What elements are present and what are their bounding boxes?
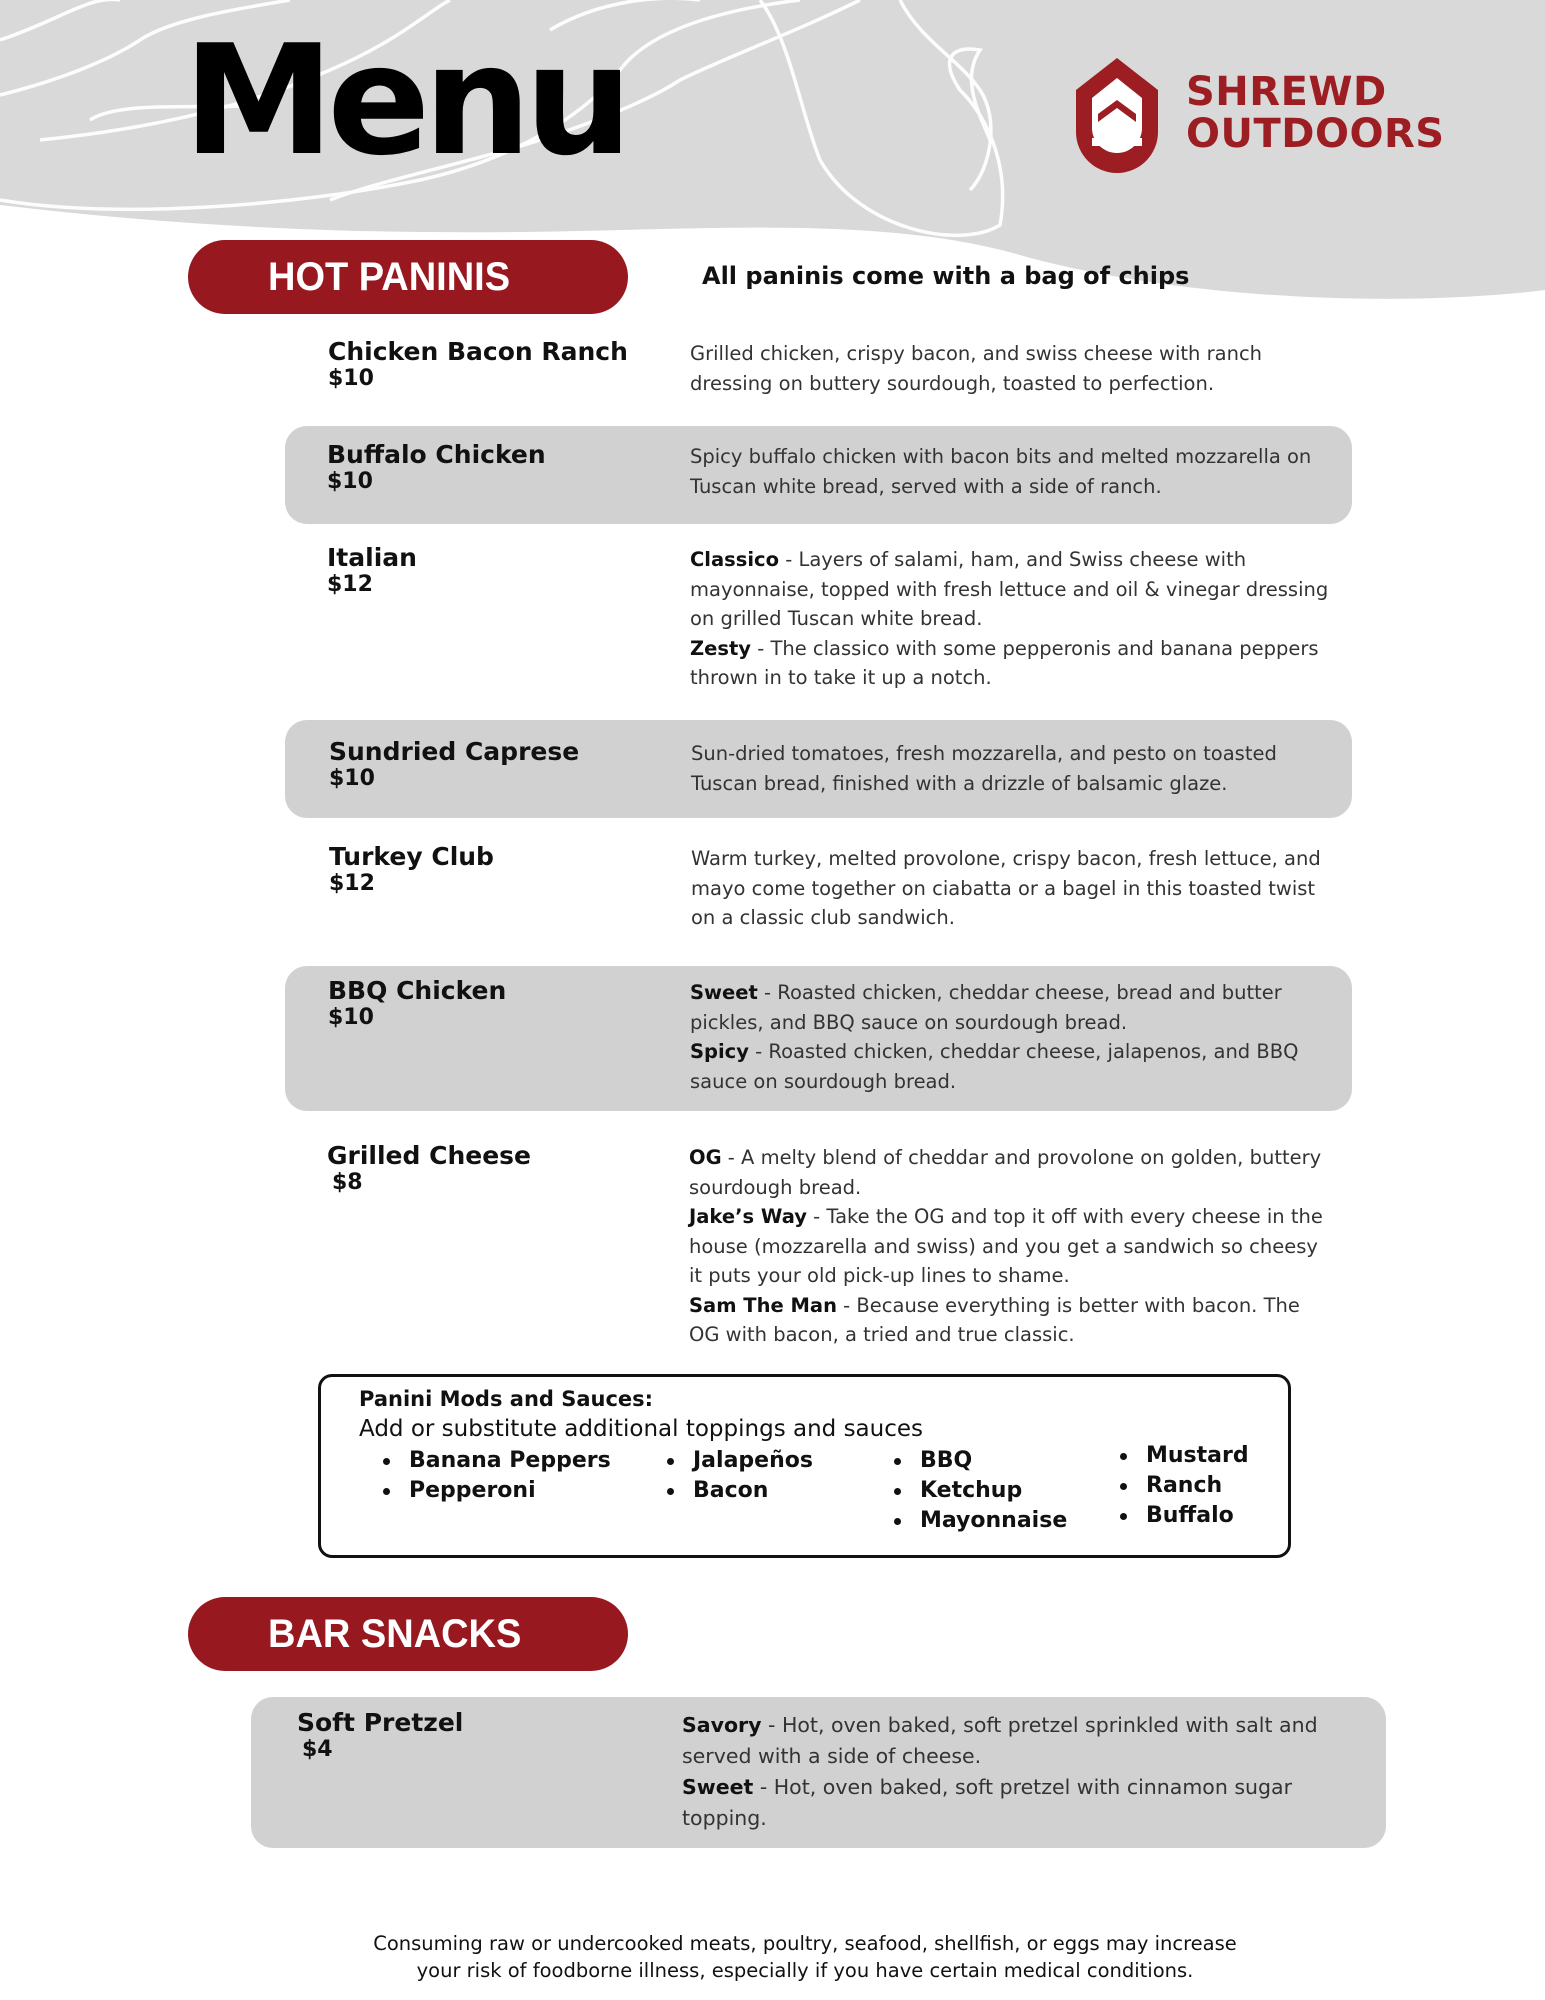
item-price: $10: [328, 366, 374, 391]
variant: [689, 1143, 1334, 1202]
mods-item: Bacon: [665, 1476, 813, 1506]
variant-sep: -: [836, 1293, 857, 1317]
brand-name-line1: SHREWD: [1186, 69, 1387, 115]
variant-sep: -: [779, 548, 799, 571]
mods-item: Ketchup: [892, 1476, 1067, 1506]
shield-icon: [1072, 54, 1162, 180]
variant-sep: -: [806, 1205, 827, 1228]
item-description: [682, 1710, 1352, 1834]
variant-text: Take the OG and top it off with every cheese in the house (mozzarella and swiss) and you get a sandwich so cheesy it puts your old pick-up lines to shame.: [689, 1205, 1323, 1287]
item-name: Buffalo Chicken: [327, 440, 546, 469]
food-safety-disclaimer: [240, 1930, 1370, 1984]
variant-label: Jake’s Way: [689, 1205, 807, 1228]
item-price: $10: [327, 469, 373, 494]
variant-text: Hot, oven baked, soft pretzel with cinnamon sugar topping.: [682, 1775, 1293, 1830]
item-price: $10: [328, 1005, 374, 1030]
disclaimer-line: your risk of foodborne illness, especially if you have certain medical conditions.: [416, 1959, 1194, 1982]
mods-title: Panini Mods and Sauces:: [359, 1387, 654, 1411]
mods-subtitle: Add or substitute additional toppings and sauces: [359, 1416, 924, 1442]
mods-item: Jalapeños: [665, 1446, 813, 1476]
variant-label: Zesty: [690, 636, 752, 660]
item-description: Spicy buffalo chicken with bacon bits and melted mozzarella on Tuscan white bread, served with a side of ranch.: [690, 445, 1312, 498]
variant: [690, 634, 1335, 693]
variant: [682, 1710, 1352, 1772]
mods-item: Mayonnaise: [892, 1506, 1067, 1536]
item-name: Chicken Bacon Ranch: [328, 337, 628, 366]
brand-logo: [1072, 52, 1472, 182]
mods-item: Ranch: [1118, 1471, 1249, 1501]
item-price: $4: [302, 1737, 333, 1762]
section-heading-paninis: [188, 240, 628, 314]
item-name: Soft Pretzel: [297, 1708, 464, 1737]
item-description: Warm turkey, melted provolone, crispy bacon, fresh lettuce, and mayo come together on ciabatta or a bagel in this toasted twist on a classic club sandwich.: [691, 847, 1321, 929]
variant-text: Hot, oven baked, soft pretzel sprinkled with salt and served with a side of cheese.: [682, 1713, 1318, 1768]
variant-text: Roasted chicken, cheddar cheese, jalapenos, and BBQ sauce on sourdough bread.: [690, 1040, 1299, 1093]
variant: [682, 1772, 1352, 1834]
variant-text: A melty blend of cheddar and provolone on golden, buttery sourdough bread.: [689, 1146, 1322, 1199]
mods-column: [665, 1446, 813, 1506]
mods-item: Pepperoni: [381, 1476, 611, 1506]
variant-label: Classico: [690, 548, 780, 571]
variant-text: Roasted chicken, cheddar cheese, bread and butter pickles, and BBQ sauce on sourdough bread.: [690, 981, 1282, 1034]
variant-label: Sam The Man: [689, 1293, 837, 1317]
variant-sep: -: [748, 1040, 769, 1063]
brand-name-line2: OUTDOORS: [1186, 111, 1445, 157]
item-description: Grilled chicken, crispy bacon, and swiss cheese with ranch dressing on buttery sourdough, toasted to perfection.: [690, 342, 1263, 395]
mods-column: [892, 1446, 1067, 1536]
item-price: $12: [327, 572, 373, 597]
mods-item: BBQ: [892, 1446, 1067, 1476]
variant: [690, 545, 1335, 634]
mods-item: Mustard: [1118, 1441, 1249, 1471]
variant: [689, 1202, 1334, 1291]
page-title: Menu: [183, 12, 626, 189]
variant-sep: -: [753, 1775, 774, 1799]
variant: [690, 978, 1335, 1037]
item-price: $12: [329, 871, 375, 896]
mods-panel: [318, 1374, 1291, 1558]
mods-column: [381, 1446, 611, 1506]
mods-item: Buffalo: [1118, 1501, 1249, 1531]
variant: [689, 1291, 1334, 1350]
variant-label: Spicy: [690, 1040, 749, 1063]
variant-sep: -: [757, 981, 778, 1004]
variant-label: Savory: [682, 1713, 762, 1737]
variant-text: Because everything is better with bacon. The OG with bacon, a tried and true classic.: [689, 1293, 1300, 1346]
variant-sep: -: [721, 1146, 742, 1169]
disclaimer-line: Consuming raw or undercooked meats, poultry, seafood, shellfish, or eggs may increase: [373, 1932, 1237, 1955]
item-price: $10: [329, 766, 375, 791]
section-heading-label: HOT PANINIS: [268, 255, 511, 299]
paninis-note: All paninis come with a bag of chips: [702, 262, 1190, 290]
variant-label: OG: [689, 1146, 722, 1169]
variant-label: Sweet: [682, 1775, 754, 1799]
item-name: Italian: [327, 543, 417, 572]
item-price: $8: [332, 1170, 363, 1195]
variant: [690, 1037, 1335, 1096]
variant-text: Layers of salami, ham, and Swiss cheese with mayonnaise, topped with fresh lettuce and oil & vinegar dressing on grilled Tuscan white bread.: [690, 548, 1329, 630]
variant-sep: -: [751, 636, 771, 660]
section-heading-snacks: [188, 1597, 628, 1671]
mods-item: Banana Peppers: [381, 1446, 611, 1476]
variant-sep: -: [761, 1713, 782, 1737]
item-name: Grilled Cheese: [327, 1141, 532, 1170]
variant-label: Sweet: [690, 981, 758, 1004]
item-description: [689, 1143, 1334, 1350]
mods-column: [1118, 1441, 1249, 1531]
brand-name: [1186, 69, 1445, 157]
item-description: [690, 978, 1335, 1096]
item-description: [690, 545, 1335, 693]
section-heading-label: BAR SNACKS: [268, 1612, 522, 1656]
item-name: Turkey Club: [329, 842, 494, 871]
item-description: Sun-dried tomatoes, fresh mozzarella, and pesto on toasted Tuscan bread, finished with a drizzle of balsamic glaze.: [691, 742, 1277, 795]
variant-text: The classico with some pepperonis and banana peppers thrown in to take it up a notch.: [690, 636, 1319, 689]
item-name: Sundried Caprese: [329, 737, 580, 766]
item-name: BBQ Chicken: [328, 976, 507, 1005]
